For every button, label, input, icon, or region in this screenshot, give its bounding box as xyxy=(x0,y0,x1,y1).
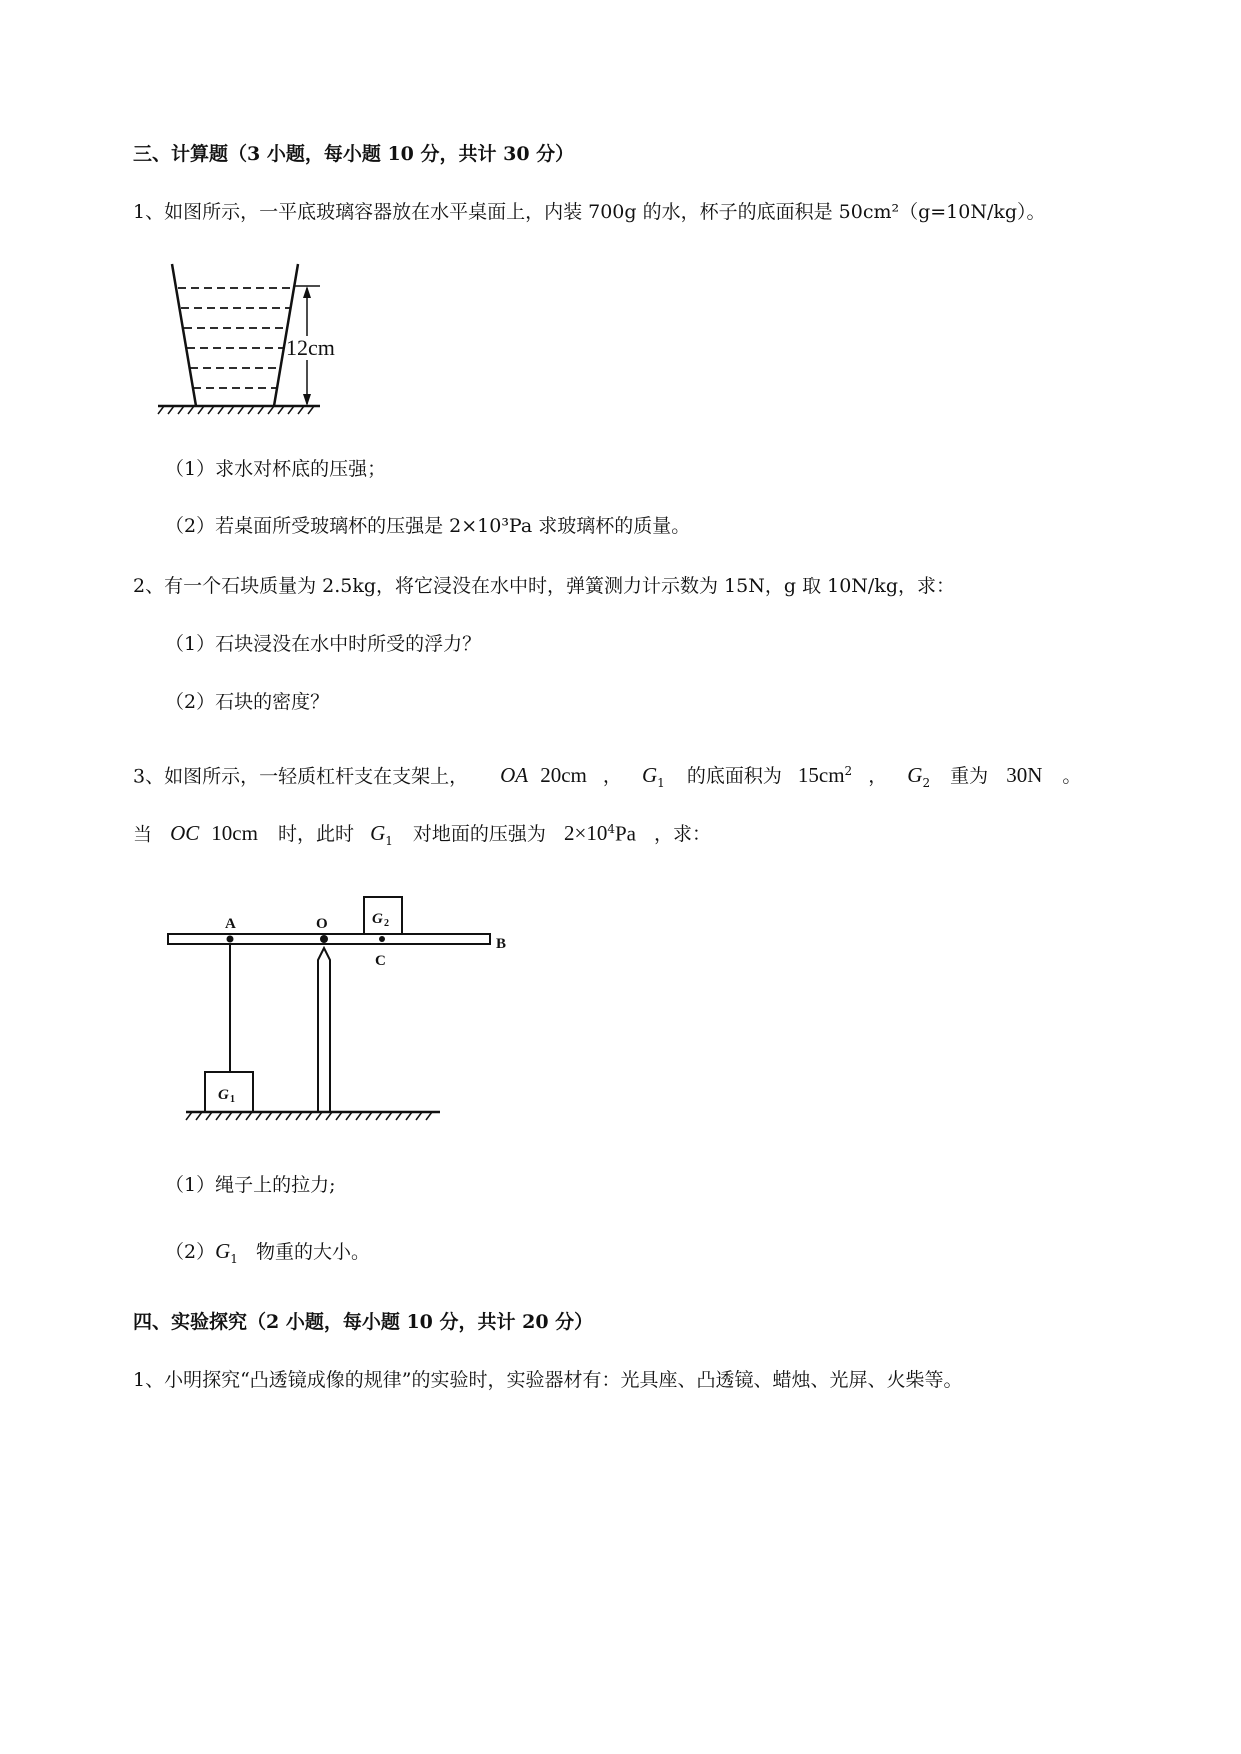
section3-heading: 三、计算题（3 小题，每小题 10 分，共计 30 分） xyxy=(133,143,575,165)
q2-sub1: （1）石块浸没在水中时所受的浮力？ xyxy=(165,633,482,655)
q3-line2: 当 OC 10cm 时，此时 $G_1$ 对地面的压强为 $2\times 10^4Pa$ ，求： xyxy=(133,821,712,849)
label-a: A xyxy=(225,916,236,932)
beaker-height-label: 12cm xyxy=(286,335,335,360)
g1-label-sub: 1 xyxy=(230,1094,235,1105)
g2-label-sub: 2 xyxy=(384,918,389,929)
q1-sub1: （1）求水对杯底的压强； xyxy=(165,458,387,480)
section4-heading: 四、实验探究（2 小题，每小题 10 分，共计 20 分） xyxy=(133,1311,594,1333)
q2-sub2: （2）石块的密度？ xyxy=(165,691,330,713)
q2-text: 2、有一个石块质量为 2.5kg，将它浸没在水中时，弹簧测力计示数为 15N，g 取 10N/kg，求： xyxy=(133,575,955,597)
beaker-figure xyxy=(150,258,360,418)
q3-sub2: $(2)G_1$ 物重的大小。 xyxy=(165,1239,370,1266)
lever-figure xyxy=(160,890,520,1130)
g2-label: G xyxy=(372,911,383,927)
s4-q1-text: 1、小明探究“凸透镜成像的规律”的实验时，实验器材有：光具座、凸透镜、蜡烛、光屏、火柴等。 xyxy=(133,1369,963,1391)
q3-sub1: （1）绳子上的拉力; xyxy=(165,1174,336,1196)
q3-line1: 3、如图所示，一轻质杠杆支在支架上， OA 20cm ， $G_1$ 的底面积为 $15cm^2$ ， $G_2$ 重为 30N 。 xyxy=(133,763,1082,791)
q1-text: 1、如图所示，一平底玻璃容器放在水平桌面上，内装 700g 的水，杯子的底面积是 50cm²（g=10N/kg）。 xyxy=(133,201,1046,223)
label-o: O xyxy=(316,916,328,932)
q1-sub2: （2）若桌面所受玻璃杯的压强是 2×10³Pa 求玻璃杯的质量。 xyxy=(165,515,691,537)
label-b: B xyxy=(496,936,507,952)
g1-label: G xyxy=(218,1087,229,1103)
label-c: C xyxy=(375,953,386,969)
